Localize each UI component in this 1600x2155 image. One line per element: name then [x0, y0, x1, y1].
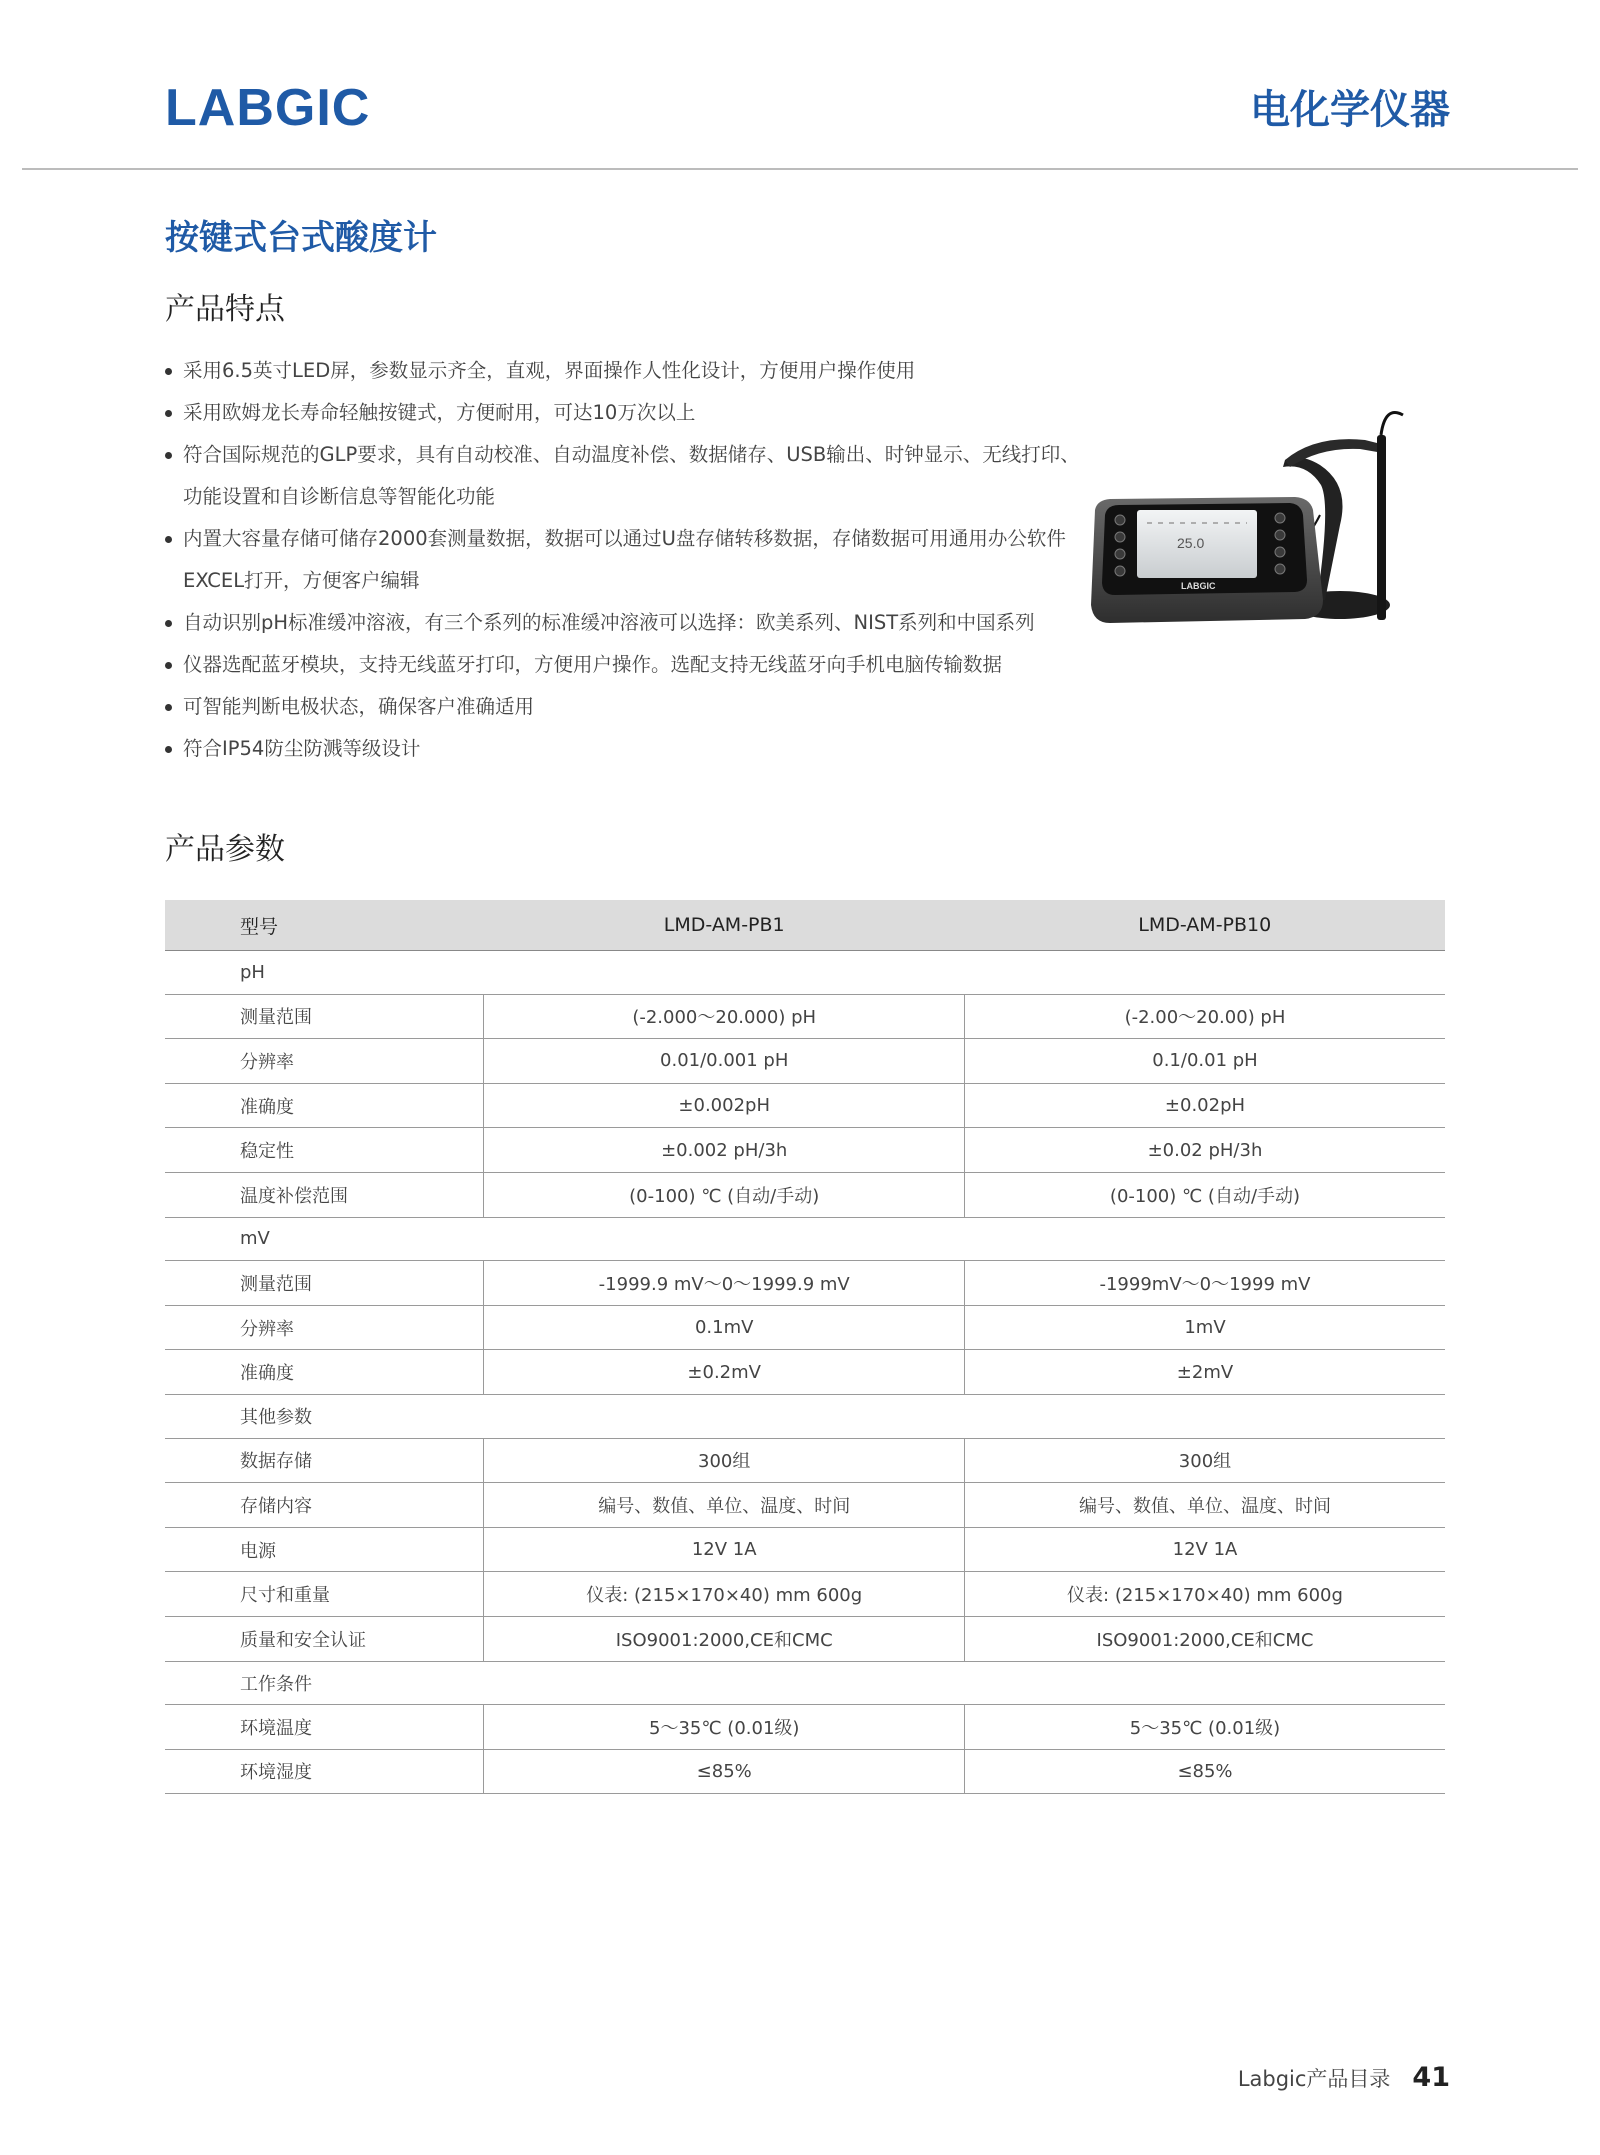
table-row: [165, 1483, 1445, 1528]
table-row: [165, 1705, 1445, 1750]
table-row: [165, 1616, 1445, 1661]
param-value: 1mV: [964, 1305, 1445, 1350]
params-heading: 产品参数: [165, 832, 285, 867]
param-value: 300组: [484, 1438, 965, 1483]
param-value: 仪表: (215×170×40) mm 600g: [484, 1572, 965, 1617]
param-value: 编号、数值、单位、温度、时间: [484, 1483, 965, 1528]
feature-list: [163, 350, 1093, 770]
param-value: (-2.00～20.00) pH: [964, 994, 1445, 1039]
table-row: [165, 1128, 1445, 1173]
param-name: 准确度: [165, 1350, 484, 1395]
features-heading: 产品特点: [165, 292, 285, 327]
table-group-row: [165, 951, 1445, 995]
table-row: [165, 1305, 1445, 1350]
param-name: 尺寸和重量: [165, 1572, 484, 1617]
param-name: 分辨率: [165, 1039, 484, 1084]
params-header-row: [165, 900, 1445, 951]
feature-item: 自动识别pH标准缓冲溶液，有三个系列的标准缓冲溶液可以选择：欧美系列、NIST系列和中国系列: [163, 602, 1093, 644]
param-value: ≤85%: [484, 1749, 965, 1794]
param-value: 编号、数值、单位、温度、时间: [964, 1483, 1445, 1528]
param-name: 环境温度: [165, 1705, 484, 1750]
table-row: [165, 1261, 1445, 1306]
param-value: ±0.002 pH/3h: [484, 1128, 965, 1173]
header-divider: [22, 168, 1578, 170]
ph-meter-image: [1085, 405, 1455, 655]
params-table: [165, 900, 1445, 1794]
feature-item: 内置大容量存储可储存2000套测量数据，数据可以通过U盘存储转移数据，存储数据可用通用办公软件EXCEL打开，方便客户编辑: [163, 518, 1093, 602]
table-row: [165, 1083, 1445, 1128]
param-value: 300组: [964, 1438, 1445, 1483]
param-name: 测量范围: [165, 994, 484, 1039]
param-value: ISO9001:2000,CE和CMC: [964, 1616, 1445, 1661]
param-value: ±0.2mV: [484, 1350, 965, 1395]
page-footer: [1238, 2063, 1450, 2094]
table-row: [165, 1572, 1445, 1617]
brand-logo: LABGIC: [165, 79, 371, 137]
header-pb10: LMD-AM-PB10: [964, 900, 1445, 951]
param-value: (0-100) ℃ (自动/手动): [484, 1172, 965, 1217]
param-value: -1999mV～0～1999 mV: [964, 1261, 1445, 1306]
group-label: mV: [165, 1217, 1445, 1261]
feature-item: 采用6.5英寸LED屏，参数显示齐全，直观，界面操作人性化设计，方便用户操作使用: [163, 350, 1093, 392]
display-reading: 25.0: [1177, 535, 1205, 551]
table-row: [165, 994, 1445, 1039]
param-name: 测量范围: [165, 1261, 484, 1306]
param-name: 分辨率: [165, 1305, 484, 1350]
table-row: [165, 1039, 1445, 1084]
feature-item: 采用欧姆龙长寿命轻触按键式，方便耐用，可达10万次以上: [163, 392, 1093, 434]
param-name: 存储内容: [165, 1483, 484, 1528]
category-title: 电化学仪器: [1250, 87, 1450, 133]
param-value: ±0.02pH: [964, 1083, 1445, 1128]
table-row: [165, 1438, 1445, 1483]
param-value: ISO9001:2000,CE和CMC: [484, 1616, 965, 1661]
table-row: [165, 1527, 1445, 1572]
table-group-row: [165, 1217, 1445, 1261]
param-value: ±0.002pH: [484, 1083, 965, 1128]
table-row: [165, 1350, 1445, 1395]
param-name: 数据存储: [165, 1438, 484, 1483]
param-value: ±2mV: [964, 1350, 1445, 1395]
param-value: 12V 1A: [964, 1527, 1445, 1572]
param-value: 0.01/0.001 pH: [484, 1039, 965, 1084]
feature-item: 符合IP54防尘防溅等级设计: [163, 728, 1093, 770]
header-model: 型号: [165, 900, 484, 951]
feature-item: 符合国际规范的GLP要求，具有自动校准、自动温度补偿、数据储存、USB输出、时钟显示、无线打印、功能设置和自诊断信息等智能化功能: [163, 434, 1093, 518]
param-value: (0-100) ℃ (自动/手动): [964, 1172, 1445, 1217]
param-value: -1999.9 mV～0～1999.9 mV: [484, 1261, 965, 1306]
device-brand: LABGIC: [1181, 581, 1216, 591]
feature-item: 可智能判断电极状态，确保客户准确适用: [163, 686, 1093, 728]
group-label: 工作条件: [165, 1661, 1445, 1705]
page-number: 41: [1412, 2062, 1450, 2093]
param-value: 12V 1A: [484, 1527, 965, 1572]
param-name: 质量和安全认证: [165, 1616, 484, 1661]
param-name: 环境湿度: [165, 1749, 484, 1794]
table-row: [165, 1749, 1445, 1794]
table-group-row: [165, 1394, 1445, 1438]
param-value: 0.1/0.01 pH: [964, 1039, 1445, 1084]
header-pb1: LMD-AM-PB1: [484, 900, 965, 951]
feature-item: 仪器选配蓝牙模块，支持无线蓝牙打印，方便用户操作。选配支持无线蓝牙向手机电脑传输数据: [163, 644, 1093, 686]
param-name: 温度补偿范围: [165, 1172, 484, 1217]
param-name: 准确度: [165, 1083, 484, 1128]
param-value: 5～35℃ (0.01级): [964, 1705, 1445, 1750]
param-value: 仪表: (215×170×40) mm 600g: [964, 1572, 1445, 1617]
param-value: ±0.02 pH/3h: [964, 1128, 1445, 1173]
param-value: (-2.000～20.000) pH: [484, 994, 965, 1039]
footer-catalog: Labgic产品目录: [1237, 2067, 1391, 2091]
product-title: 按键式台式酸度计: [165, 218, 437, 258]
param-value: 0.1mV: [484, 1305, 965, 1350]
table-row: [165, 1172, 1445, 1217]
param-value: ≤85%: [964, 1749, 1445, 1794]
group-label: 其他参数: [165, 1394, 1445, 1438]
param-name: 电源: [165, 1527, 484, 1572]
param-value: 5～35℃ (0.01级): [484, 1705, 965, 1750]
param-name: 稳定性: [165, 1128, 484, 1173]
table-group-row: [165, 1661, 1445, 1705]
group-label: pH: [165, 951, 1445, 995]
